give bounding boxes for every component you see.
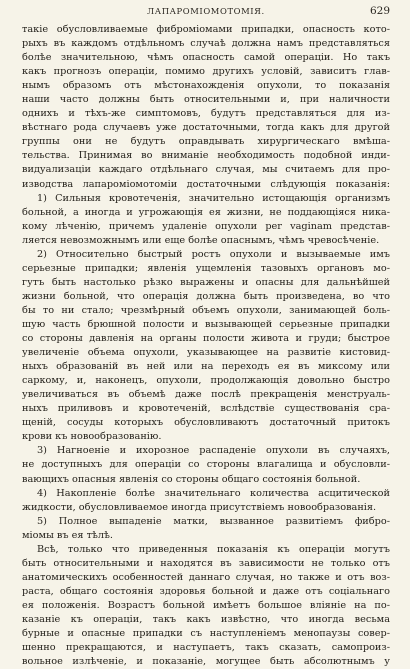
text-line: кому лѣченію, причемъ удаленіе опухоли per vaginam представ- [22,220,390,232]
text-line: міомы въ ея тѣлѣ. [22,529,113,541]
body-text [22,23,390,669]
text-line: ныхъ образованій въ ней или на переходъ ея въ миксому или [22,361,390,373]
text-line: такіе обусловливаемые фиброміомами припадки, опасность кото- [22,24,390,35]
text-line: ныхъ приливовъ и кровотеченій, вслѣдствіе существованія сра- [22,403,390,415]
text-line: ея положенія. Возрастъ больной имѣетъ большое вліяніе на по- [22,599,390,611]
text-line: анатомическихъ особенностей даннаго случая, но также и отъ воз- [22,571,390,583]
text-line: крови къ новообразованію. [22,431,162,443]
text-line: видуализаціи каждаго отдѣльнаго случая, мы считаемъ для про- [22,164,390,176]
text-line: вѣстнаго рода случаевъ уже достаточными, тогда какъ для другой [22,122,390,134]
text-line: больной, а иногда и угрожающія ея жизни, не поддающіяся ника- [22,206,390,218]
text-line: саркому, и, наконецъ, опухоли, продолжающія довольно быстро [22,375,390,387]
text-line: какъ прогнозъ операціи, помимо другихъ условій, зависитъ глав- [22,66,390,78]
running-title: ЛАПАРОМІОМОТОМІЯ. [147,6,265,16]
text-line: щеній, сосуды которыхъ обусловливаютъ достаточный притокъ [22,417,390,429]
text-line: 4) Накопленіе болѣе значительнаго количества асцитической [37,487,390,499]
text-line: гутъ быть настолько рѣзко выражены и опасны для дальнѣйшей [22,276,390,288]
text-line: рыхъ въ каждомъ отдѣльномъ случаѣ должна намъ представляться [22,38,390,50]
text-line: изводства лапароміомотоміи достаточными слѣдующія показанія: [22,178,390,190]
running-head [22,5,390,18]
text-line: группы они не будутъ оправдывать хирургическаго вмѣша- [22,136,390,148]
text-line: 1) Сильныя кровотеченія, значительно истощающія организмъ [37,192,390,204]
text-line: ляется невозможнымъ или еще болѣе опаснымъ, чѣмъ чревосѣченіе. [22,234,380,246]
text-line: шую часть брюшной полости и вызывающей серьезные припадки [22,318,390,330]
text-line: со стороны давленія на органы полости живота и груди; быстрое [22,333,390,345]
text-line: нымъ образомъ отъ мѣстонахожденія опухоли, то показанія [22,80,390,92]
text-line: наши часто должны быть относительными и, при наличности [22,94,390,106]
text-line: тельства. Принимая во вниманіе необходимость подобной инди- [22,150,390,162]
text-line: жизни больной, что операція должна быть произведена, во что [22,290,390,302]
text-line: бы то ни стало; чрезмѣрный объемъ опухоли, занимающей боль- [22,304,390,316]
text-line: раста, общаго состоянія здоровья больной и даже отъ соціальнаго [22,585,390,597]
text-line: 5) Полное выпаденіе матки, вызванное развитіемъ фибро- [37,515,390,527]
text-line: 2) Относительно быстрый ростъ опухоли и вызываемые имъ [37,248,390,260]
text-line: не доступныхъ для операціи со стороны влагалища и обусловли- [22,459,390,471]
text-line: Всѣ, только что приведенныя показанія къ операціи могутъ [37,543,390,555]
text-line: шенно прекращаются, и наступаетъ, такъ сказать, самопроиз- [22,642,390,654]
text-line: увеличеніе объема опухоли, указывающее на развитіе кистовид- [22,347,390,359]
text-line: однихъ и тѣхъ-же симптомовъ, будутъ представляться для из- [22,108,390,120]
page-number: 629 [369,5,390,17]
text-line: вольное излѣченіе, и показаніе, могущее быть абсолютнымъ у [22,656,390,668]
text-line: жидкости, обусловливаемое иногда присутствіемъ новообразованія. [22,501,377,513]
text-line: 3) Нагноеніе и ихорозное распаденіе опухоли въ случаяхъ, [37,445,390,457]
text-line: серьезные припадки; явленія ущемленія тазовыхъ органовъ мо- [22,262,390,274]
text-line: казаніе къ операціи, такъ какъ извѣстно, что иногда весьма [22,613,390,625]
text-line: бурные и опасные припадки съ наступленіемъ менопаузы совер- [22,628,390,640]
text-line: болѣе значительною, чѣмъ опасность самой операціи. Но такъ [22,52,390,64]
text-line: вающихъ опасныя явленія со стороны общаго состоянія больной. [22,473,361,485]
text-line: увеличиваться въ объемѣ даже послѣ прекращенія менструаль- [22,389,390,401]
text-line: быть относительными и находятся въ зависимости не только отъ [22,557,390,569]
